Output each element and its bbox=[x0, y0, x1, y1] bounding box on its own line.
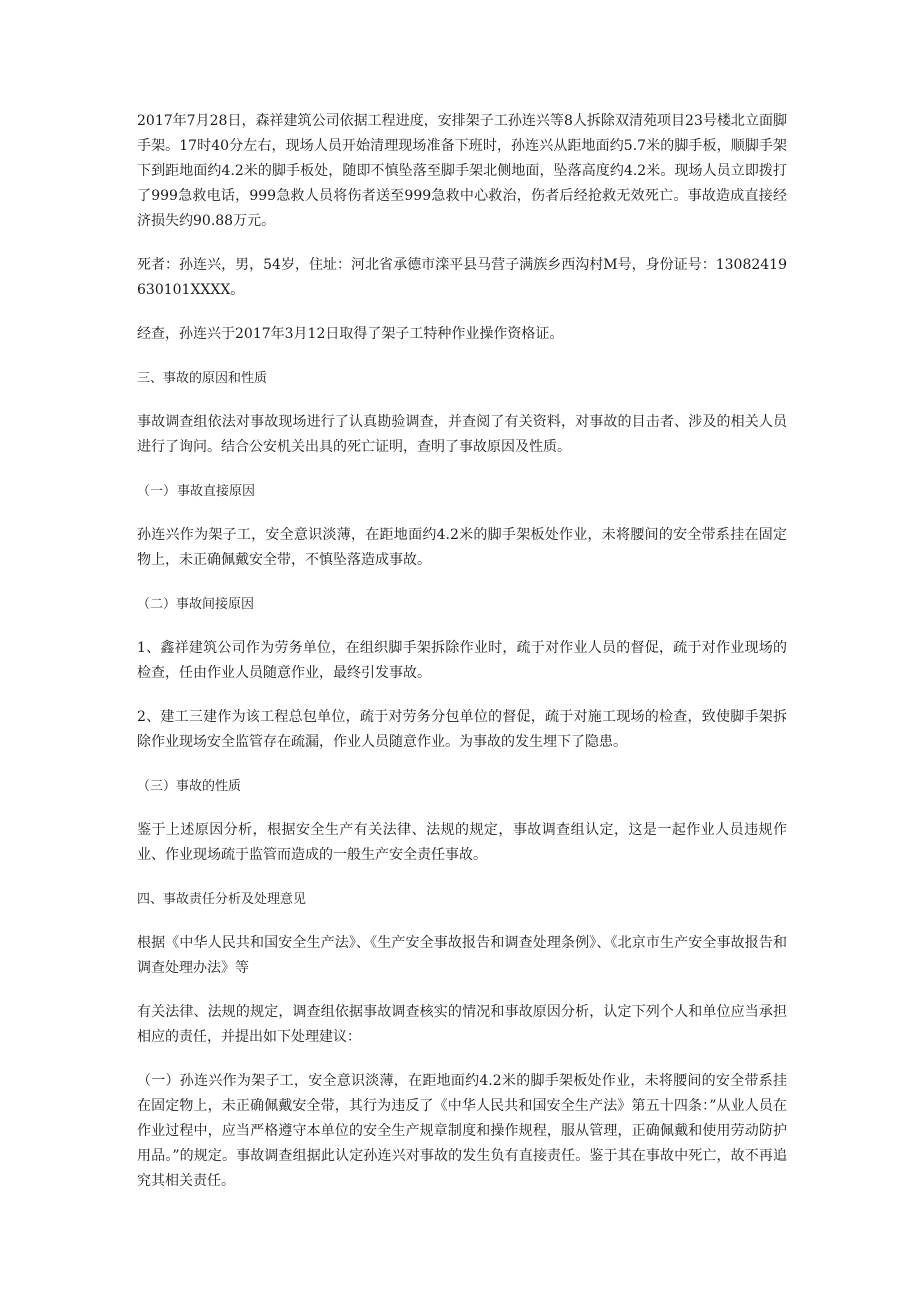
section-heading-responsibility: 四、事故责任分析及处理意见 bbox=[137, 892, 307, 907]
paragraph-investigation: 事故调查组依法对事故现场进行了认真勘验调查，并查阅了有关资料，对事故的目击者、涉及的相关人员进行了询问。结合公安机关出具的死亡证明，查明了事故原因及性质。 bbox=[137, 414, 787, 455]
paragraph-accident-overview: 2017年7月28日，森祥建筑公司依据工程进度，安排架子工孙连兴等8人拆除双清苑项目23号楼北立面脚手架。17时40分左右，现场人员开始清理现场准备下班时，孙连兴从距地面约5.7米的脚手板，顺脚手架下到距地面约4.2米的脚手板处，随即不慎坠落至脚手架北侧地面，坠落高度约4.2米。现场人员立即拨打了999急救电话，999急救人员将伤者送至999急救中心救治，伤者后经抢救无效死亡。事故造成直接经济损失约90.88万元。 bbox=[137, 113, 787, 229]
subheading-indirect-cause: （二）事故间接原因 bbox=[137, 597, 255, 612]
section-heading-cause-nature: 三、事故的原因和性质 bbox=[137, 371, 268, 386]
paragraph-responsibility-intro: 有关法律、法规的规定，调查组依据事故调查核实的情况和事故原因分析，认定下列个人和单位应当承担相应的责任，并提出如下处理建议： bbox=[137, 1004, 787, 1045]
paragraph-certificate: 经查，孙连兴于2017年3月12日取得了架子工特种作业操作资格证。 bbox=[137, 326, 564, 342]
paragraph-nature: 鉴于上述原因分析，根据安全生产有关法律、法规的规定，事故调查组认定，这是一起作业人员违规作业、作业现场疏于监管而造成的一般生产安全责任事故。 bbox=[137, 822, 787, 863]
paragraph-responsibility-1: （一）孙连兴作为架子工，安全意识淡薄，在距地面约4.2米的脚手架板处作业，未将腰间的安全带系挂在固定物上，未正确佩戴安全带，其行为违反了《中华人民共和国安全生产法》第五十四条：”从业人员在作业过程中，应当严格遵守本单位的安全生产规章制度和操作规程，服从管理，正确佩戴和使用劳动防护用品。”的规定。事故调查组据此认定孙连兴对事故的发生负有直接责任。鉴于其在事故中死亡，故不再追究其相关责任。 bbox=[137, 1073, 787, 1189]
paragraph-direct-cause: 孙连兴作为架子工，安全意识淡薄，在距地面约4.2米的脚手架板处作业，未将腰间的安全带系挂在固定物上，未正确佩戴安全带，不慎坠落造成事故。 bbox=[137, 527, 787, 568]
document-body bbox=[137, 109, 787, 1213]
paragraph-legal-basis: 根据《中华人民共和国安全生产法》、《生产安全事故报告和调查处理条例》、《北京市生产安全事故报告和调查处理办法》等 bbox=[137, 935, 787, 976]
paragraph-deceased-info: 死者：孙连兴，男，54岁，住址：河北省承德市滦平县马营子满族乡西沟村M号，身份证号：13082419630101XXXX。 bbox=[137, 257, 787, 298]
paragraph-indirect-cause-1: 1、鑫祥建筑公司作为劳务单位，在组织脚手架拆除作业时，疏于对作业人员的督促，疏于对作业现场的检查，任由作业人员随意作业，最终引发事故。 bbox=[137, 640, 787, 681]
paragraph-indirect-cause-2: 2、建工三建作为该工程总包单位，疏于对劳务分包单位的督促，疏于对施工现场的检查，致使脚手架拆除作业现场安全监管存在疏漏，作业人员随意作业。为事故的发生埋下了隐患。 bbox=[137, 709, 787, 750]
subheading-direct-cause bbox=[137, 479, 787, 504]
subheading-title: 事故直接原因 bbox=[177, 484, 256, 499]
subheading-number: （一） bbox=[137, 484, 177, 499]
subheading-nature: （三）事故的性质 bbox=[137, 779, 242, 794]
